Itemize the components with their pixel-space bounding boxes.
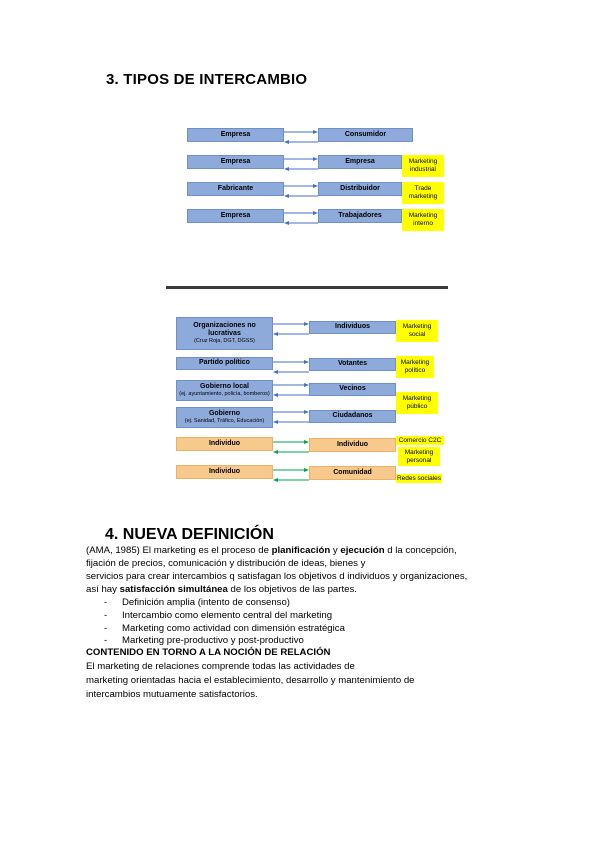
bold-term: satisfacción simultánea xyxy=(119,584,228,595)
list-item-text: Marketing como actividad con dimensión estratégica xyxy=(122,623,345,634)
diagram2-right-box: Votantes xyxy=(309,358,396,371)
diagram2-left-box xyxy=(176,380,273,401)
note-redes-sociales: Redes sociales xyxy=(396,474,442,482)
section-heading-nueva-definicion: 4. NUEVA DEFINICIÓN xyxy=(105,526,274,543)
list-item xyxy=(104,610,332,621)
bidirectional-arrow-icon xyxy=(284,211,318,225)
paragraph-line: El marketing de relaciones comprende todas las actividades de xyxy=(86,661,355,672)
paragraph-line: intercambios mutuamente satisfactorios. xyxy=(86,689,258,700)
paragraph-line xyxy=(86,545,457,557)
box-label: Gobierno local xyxy=(199,383,249,391)
diagram2-right-box-orange: Individuo xyxy=(309,438,396,452)
list-item xyxy=(104,635,304,646)
diagram1-left-box: Empresa xyxy=(187,128,284,142)
bullet-dash: - xyxy=(104,610,108,621)
bidirectional-arrow-icon xyxy=(284,157,318,171)
diagram1-left-box: Empresa xyxy=(187,209,284,223)
list-item-text: Intercambio como elemento central del marketing xyxy=(122,610,333,621)
paragraph-line: servicios para crear intercambios q satisfagan los objetivos d individuos y organizaciones, xyxy=(86,571,468,582)
bidirectional-arrow-icon xyxy=(273,322,309,336)
divider xyxy=(166,286,448,289)
bidirectional-arrow-icon xyxy=(273,410,309,424)
diagram2-right-box: Vecinos xyxy=(309,383,396,396)
box-sublabel: (ej. Sanidad, Tráfico, Educación) xyxy=(184,418,265,425)
text-run: de los objetivos de las partes. xyxy=(227,584,357,595)
bidirectional-arrow-icon xyxy=(284,130,318,144)
diagram1-right-box: Empresa xyxy=(318,155,402,169)
diagram2-right-box-orange: Comunidad xyxy=(309,466,396,480)
diagram1-left-box: Empresa xyxy=(187,155,284,169)
paragraph-line xyxy=(86,584,357,596)
note-marketing-social: Marketing social xyxy=(396,320,438,342)
note-marketing-interno: Marketing interno xyxy=(402,209,444,231)
list-item xyxy=(104,597,290,608)
note-marketing-personal: Marketing personal xyxy=(398,447,440,466)
text-run: y xyxy=(330,545,341,556)
diagram1-right-box: Consumidor xyxy=(318,128,413,142)
bidirectional-arrow-icon xyxy=(273,468,309,482)
bold-term: planificación xyxy=(271,545,331,556)
note-marketing-industrial: Marketing industrial xyxy=(402,155,444,177)
bidirectional-arrow-icon xyxy=(273,383,309,397)
paragraph-line: fijación de precios, comunicación y distribución de ideas, bienes y xyxy=(86,558,366,569)
diagram2-left-box: Partido político xyxy=(176,357,273,370)
diagram1-left-box: Fabricante xyxy=(187,182,284,196)
diagram2-right-box: Ciudadanos xyxy=(309,410,396,423)
bullet-dash: - xyxy=(104,597,108,608)
box-sublabel: (ej. ayuntamiento, policía, bomberos) xyxy=(179,391,270,398)
section-heading-tipos: 3. TIPOS DE INTERCAMBIO xyxy=(106,71,308,88)
note-marketing-politico: Marketing político xyxy=(396,356,434,378)
note-marketing-publico: Marketing público xyxy=(396,392,438,414)
box-sublabel: (Cruz Roja, DGT, DGSS) xyxy=(194,338,255,345)
bold-term: ejecución xyxy=(340,545,385,556)
note-comercio-c2c: Comercio C2C xyxy=(396,436,444,445)
list-item-text: Marketing pre-productivo y post-productivo xyxy=(122,635,304,646)
bidirectional-arrow-icon xyxy=(273,360,309,374)
box-label: Organizaciones no lucrativas xyxy=(193,322,256,338)
diagram1-right-box: Distribuidor xyxy=(318,182,402,196)
diagram2-left-box-orange: Individuo xyxy=(176,465,273,479)
text-run: (AMA, 1985) El marketing es el proceso de xyxy=(86,545,272,556)
paragraph-line: marketing orientadas hacia el establecimiento, desarrollo y mantenimiento de xyxy=(86,675,415,686)
box-label: Gobierno xyxy=(208,410,241,418)
bullet-dash: - xyxy=(104,623,108,634)
diagram2-left-box xyxy=(176,407,273,428)
bidirectional-arrow-icon xyxy=(284,184,318,198)
list-item xyxy=(104,623,345,634)
diagram2-left-box-orange: Individuo xyxy=(176,437,273,451)
text-run: así hay xyxy=(86,584,120,595)
subheading-relacion: CONTENIDO EN TORNO A LA NOCIÓN DE RELACIÓN xyxy=(86,647,331,658)
diagram2-right-box: Individuos xyxy=(309,321,396,334)
list-item-text: Definición amplia (intento de consenso) xyxy=(122,597,290,608)
bullet-dash: - xyxy=(104,635,108,646)
diagram2-left-box xyxy=(176,317,273,350)
diagram1-right-box: Trabajadores xyxy=(318,209,402,223)
bidirectional-arrow-icon xyxy=(273,440,309,454)
text-run: d la concepción, xyxy=(384,545,457,556)
note-trade-marketing: Trade marketing xyxy=(402,182,444,204)
